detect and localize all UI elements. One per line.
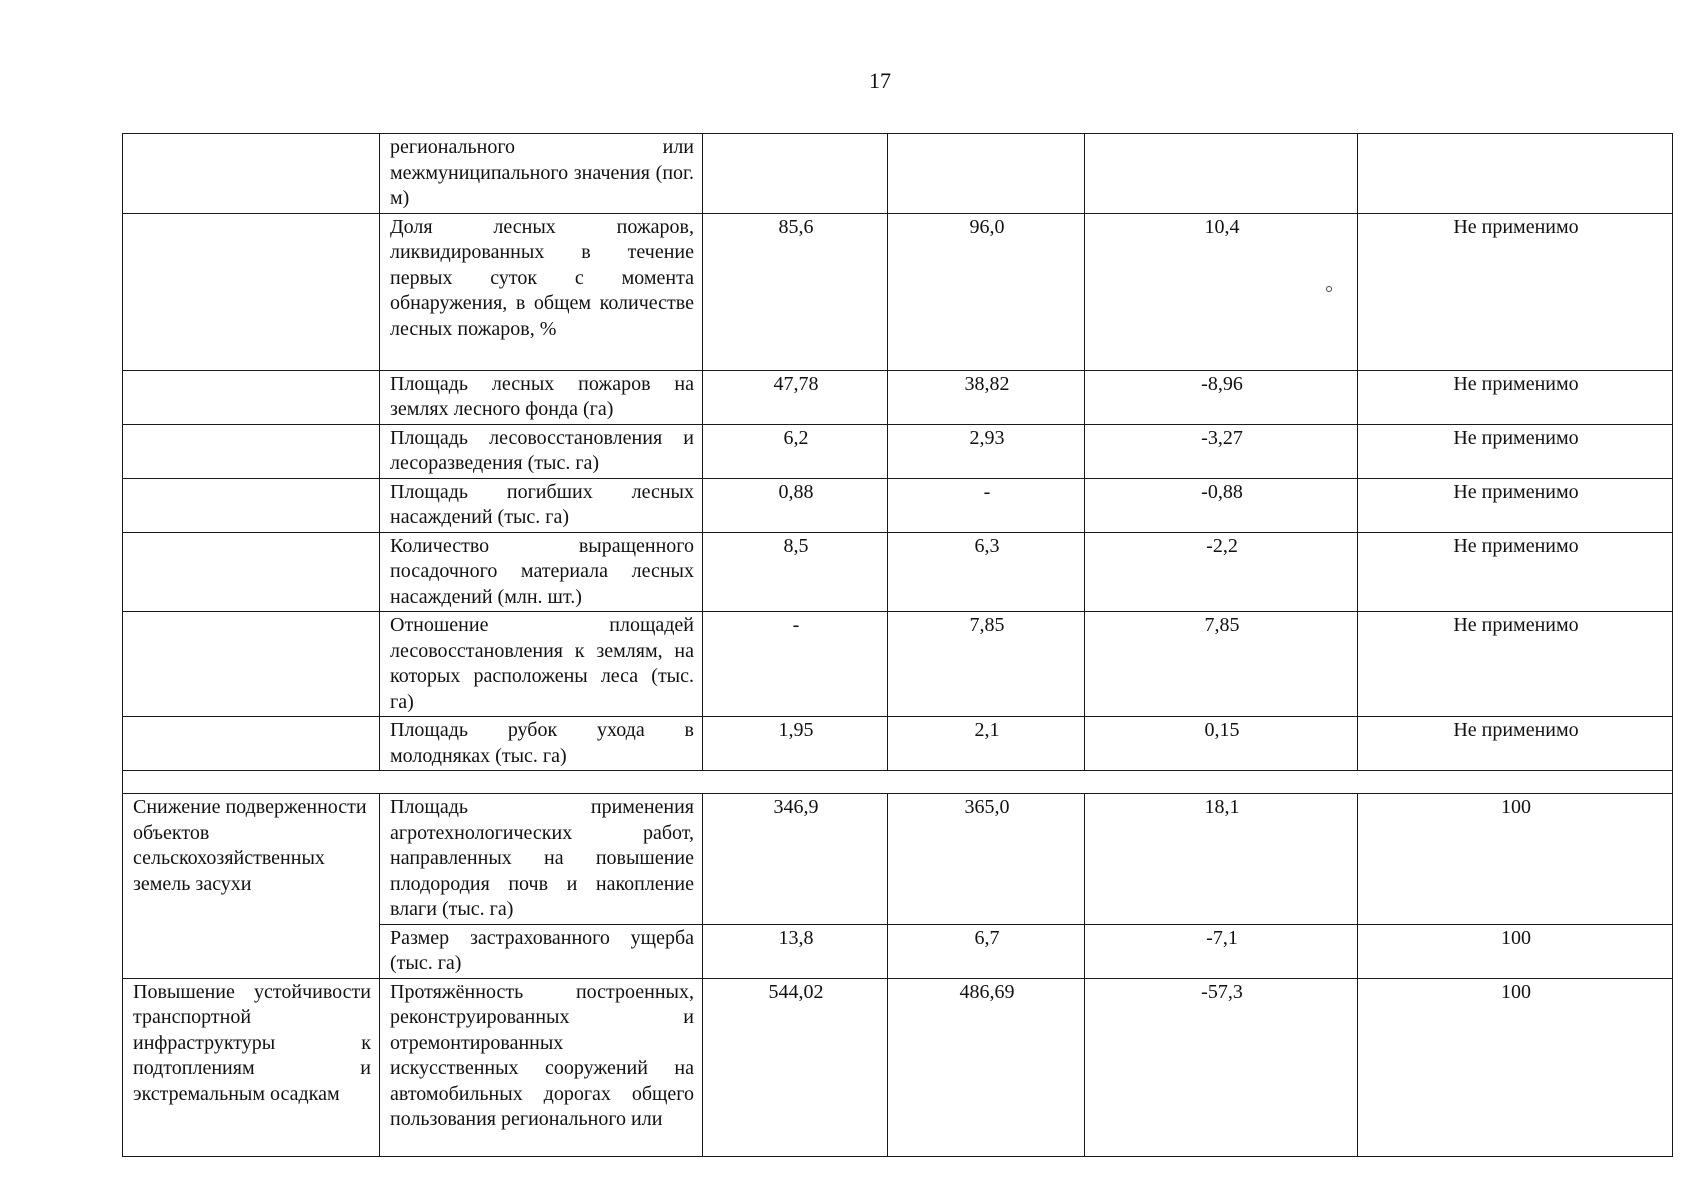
table-row	[123, 424, 1673, 478]
value-cell-2: 7,85	[888, 612, 1085, 717]
indicator-cell: Отношение площадей лесовосстановления к землям, на которых расположены леса (тыс. га)	[380, 612, 703, 717]
task-cell	[123, 612, 380, 717]
indicator-cell: Размер застрахованного ущерба (тыс. га)	[380, 924, 703, 978]
value-cell-4: Не применимо	[1358, 370, 1673, 424]
value-cell-4: Не применимо	[1358, 478, 1673, 532]
task-cell	[123, 424, 380, 478]
value-cell-1: 346,9	[703, 794, 888, 925]
value-cell-3: -57,3	[1085, 978, 1358, 1156]
value-cell-1: 1,95	[703, 717, 888, 771]
value-cell-1: 8,5	[703, 532, 888, 612]
value-cell-4: Не применимо	[1358, 424, 1673, 478]
indicator-cell: регионального или межмуниципального значения (пог. м)	[380, 134, 703, 214]
task-cell	[123, 370, 380, 424]
value-cell-3: -7,1	[1085, 924, 1358, 978]
table-row	[123, 213, 1673, 370]
indicator-cell: Площадь рубок ухода в молодняках (тыс. га)	[380, 717, 703, 771]
table-row	[123, 978, 1673, 1156]
indicator-cell: Доля лесных пожаров, ликвидированных в течение первых суток с момента обнаружения, в общем количестве лесных пожаров, %	[380, 213, 703, 370]
indicators-table	[122, 133, 1673, 1157]
separator-cell	[123, 771, 1673, 794]
value-cell-2: 96,0	[888, 213, 1085, 370]
value-cell-2: 38,82	[888, 370, 1085, 424]
table-row	[123, 612, 1673, 717]
value-cell-3	[1085, 134, 1358, 214]
value-cell-3: 0,15	[1085, 717, 1358, 771]
task-cell	[123, 134, 380, 214]
value-cell-4: Не применимо	[1358, 612, 1673, 717]
task-cell: Снижение подверженности объектов сельскохозяйственных земель засухи	[123, 794, 380, 979]
task-cell	[123, 213, 380, 370]
value-cell-3: -8,96	[1085, 370, 1358, 424]
task-cell	[123, 717, 380, 771]
indicator-cell: Протяжённость построенных, реконструированных и отремонтированных искусственных сооружений на автомобильных дорогах общего пользования регионального или	[380, 978, 703, 1156]
value-cell-3: 10,4	[1085, 213, 1358, 370]
value-cell-2: -	[888, 478, 1085, 532]
table-row	[123, 478, 1673, 532]
value-cell-3: 7,85	[1085, 612, 1358, 717]
indicator-cell: Количество выращенного посадочного материала лесных насаждений (млн. шт.)	[380, 532, 703, 612]
value-cell-2: 2,1	[888, 717, 1085, 771]
value-cell-1: 0,88	[703, 478, 888, 532]
task-cell	[123, 532, 380, 612]
value-cell-1: 13,8	[703, 924, 888, 978]
page-number: 17	[869, 68, 891, 93]
table-row	[123, 532, 1673, 612]
value-cell-3: 18,1	[1085, 794, 1358, 925]
value-cell-1: 47,78	[703, 370, 888, 424]
indicator-cell: Площадь лесовосстановления и лесоразведения (тыс. га)	[380, 424, 703, 478]
value-cell-3: -0,88	[1085, 478, 1358, 532]
value-cell-4: Не применимо	[1358, 717, 1673, 771]
value-cell-2: 486,69	[888, 978, 1085, 1156]
value-cell-2: 2,93	[888, 424, 1085, 478]
value-cell-1: 6,2	[703, 424, 888, 478]
indicator-cell: Площадь погибших лесных насаждений (тыс. га)	[380, 478, 703, 532]
value-cell-4: Не применимо	[1358, 532, 1673, 612]
value-cell-3: -2,2	[1085, 532, 1358, 612]
value-cell-1	[703, 134, 888, 214]
value-cell-1: 85,6	[703, 213, 888, 370]
value-cell-2: 365,0	[888, 794, 1085, 925]
value-cell-4	[1358, 134, 1673, 214]
indicator-cell: Площадь лесных пожаров на землях лесного фонда (га)	[380, 370, 703, 424]
value-cell-4: 100	[1358, 978, 1673, 1156]
value-cell-2	[888, 134, 1085, 214]
value-cell-2: 6,3	[888, 532, 1085, 612]
task-cell	[123, 478, 380, 532]
value-cell-4: Не применимо	[1358, 213, 1673, 370]
table-row	[123, 134, 1673, 214]
value-cell-4: 100	[1358, 794, 1673, 925]
table-row	[123, 370, 1673, 424]
value-cell-1: -	[703, 612, 888, 717]
value-cell-2: 6,7	[888, 924, 1085, 978]
indicator-cell: Площадь применения агротехнологических работ, направленных на повышение плодородия почв и накопление влаги (тыс. га)	[380, 794, 703, 925]
value-cell-3: -3,27	[1085, 424, 1358, 478]
table-row	[123, 717, 1673, 771]
task-cell: Повышение устойчивости транспортной инфраструктуры к подтоплениям и экстремальным осадкам	[123, 978, 380, 1156]
value-cell-4: 100	[1358, 924, 1673, 978]
table-separator-row	[123, 771, 1673, 794]
scan-speck	[1326, 286, 1332, 292]
value-cell-1: 544,02	[703, 978, 888, 1156]
table-row	[123, 794, 1673, 925]
